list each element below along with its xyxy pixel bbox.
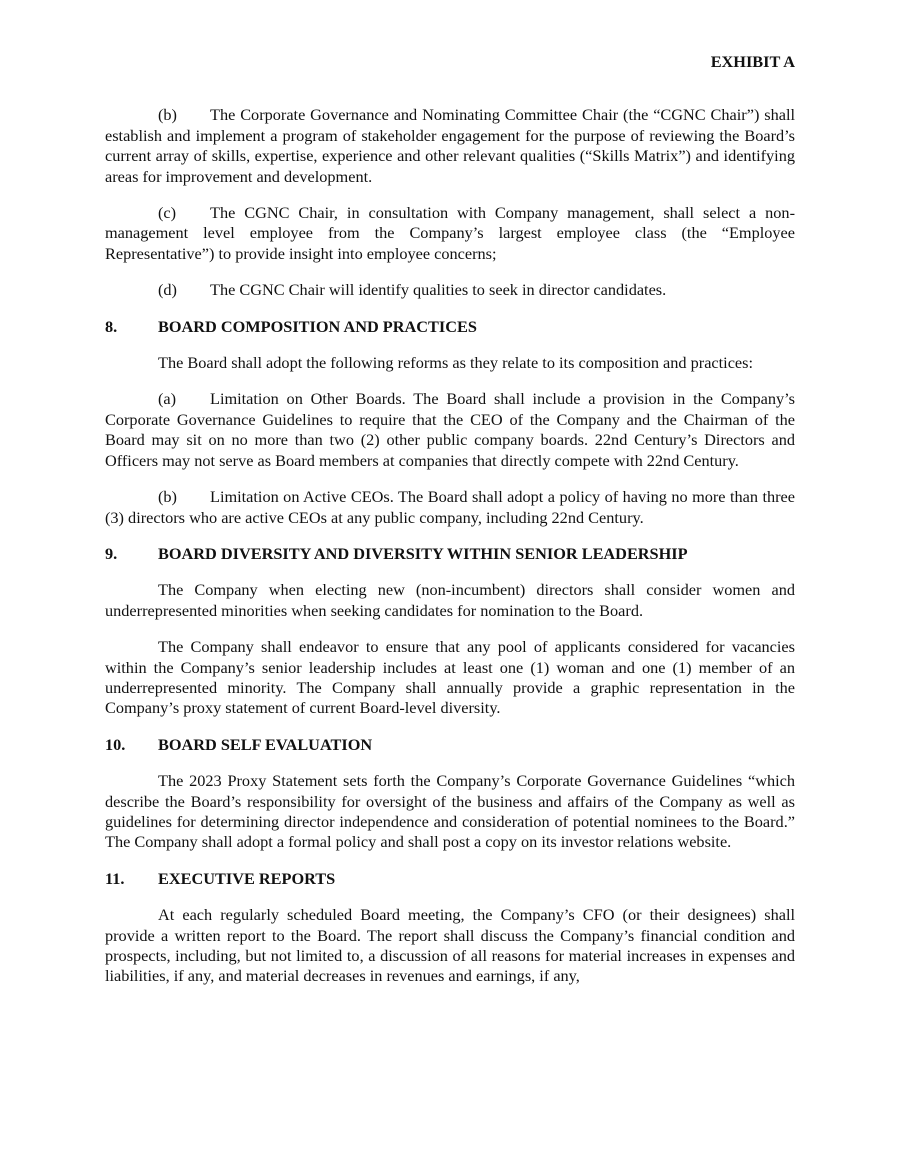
- section-heading-10: [105, 735, 795, 755]
- section-number: 10.: [105, 734, 126, 754]
- section-title: BOARD COMPOSITION AND PRACTICES: [158, 316, 477, 336]
- item-label: (b): [158, 487, 177, 507]
- paragraph-text: The CGNC Chair, in consultation with Company management, shall select a non-management level employee from the Company’s largest employee class (the “Employee Representative”) to provide insight into employee concerns;: [105, 203, 795, 263]
- item-label: (c): [158, 203, 177, 223]
- paragraph-text: The CGNC Chair will identify qualities to seek in director candidates.: [210, 280, 667, 300]
- item-label: (b): [158, 105, 177, 125]
- paragraph-text: Limitation on Active CEOs. The Board shall adopt a policy of having no more than three (3) directors who are active CEOs at any public company, including 22nd Century.: [105, 487, 795, 527]
- paragraph-text: Limitation on Other Boards. The Board shall include a provision in the Company’s Corporate Governance Guidelines to require that the CEO of the Company and the Chairman of the Board may sit on no more than two (2) other public company boards. 22nd Century’s Directors and Officers may not serve as Board members at companies that directly compete with 22nd Century.: [105, 389, 795, 470]
- section-title: EXECUTIVE REPORTS: [158, 868, 336, 888]
- section-heading-11: [105, 869, 795, 889]
- section-title: BOARD SELF EVALUATION: [158, 734, 373, 754]
- section-heading-8: [105, 317, 795, 337]
- paragraph-top-c: [105, 203, 795, 264]
- section-heading-9: [105, 544, 795, 564]
- paragraph-10-1: The 2023 Proxy Statement sets forth the Company’s Corporate Governance Guidelines “which describe the Board’s responsibility for oversight of the business and affairs of the Company as well as guidelines for determining director independence and consideration of potential nominees to the Board.” The Company shall adopt a formal policy and shall post a copy on its investor relations website.: [105, 771, 795, 852]
- paragraph-top-d: [105, 280, 795, 300]
- paragraph-8-b: [105, 487, 795, 528]
- section-number: 11.: [105, 868, 125, 888]
- paragraph-top-b: [105, 105, 795, 187]
- exhibit-label: EXHIBIT A: [710, 52, 795, 71]
- section-number: 8.: [105, 316, 118, 336]
- paragraph-9-2: The Company shall endeavor to ensure that any pool of applicants considered for vacancies within the Company’s senior leadership includes at least one (1) woman and one (1) member of an underrepresented minority. The Company shall annually provide a graphic representation in the Company’s proxy statement of current Board-level diversity.: [105, 637, 795, 718]
- paragraph-11-1: At each regularly scheduled Board meeting, the Company’s CFO (or their designees) shall provide a written report to the Board. The report shall discuss the Company’s financial condition and prospects, including, but not limited to, a discussion of all reasons for material increases in expenses and liabilities, if any, and material decreases in revenues and earnings, if any,: [105, 905, 795, 986]
- section-title: BOARD DIVERSITY AND DIVERSITY WITHIN SENIOR LEADERSHIP: [158, 543, 688, 563]
- item-label: (d): [158, 280, 177, 300]
- paragraph-text: The Corporate Governance and Nominating Committee Chair (the “CGNC Chair”) shall establish and implement a program of stakeholder engagement for the purpose of reviewing the Board’s current array of skills, expertise, experience and other relevant qualities (“Skills Matrix”) and identifying areas for improvement and development.: [105, 105, 795, 186]
- section-number: 9.: [105, 543, 118, 563]
- item-label: (a): [158, 389, 177, 409]
- paragraph-8-a: [105, 389, 795, 471]
- paragraph-9-1: The Company when electing new (non-incumbent) directors shall consider women and underrepresented minorities when seeking candidates for nomination to the Board.: [105, 580, 795, 620]
- paragraph-8-intro: The Board shall adopt the following reforms as they relate to its composition and practices:: [158, 353, 754, 373]
